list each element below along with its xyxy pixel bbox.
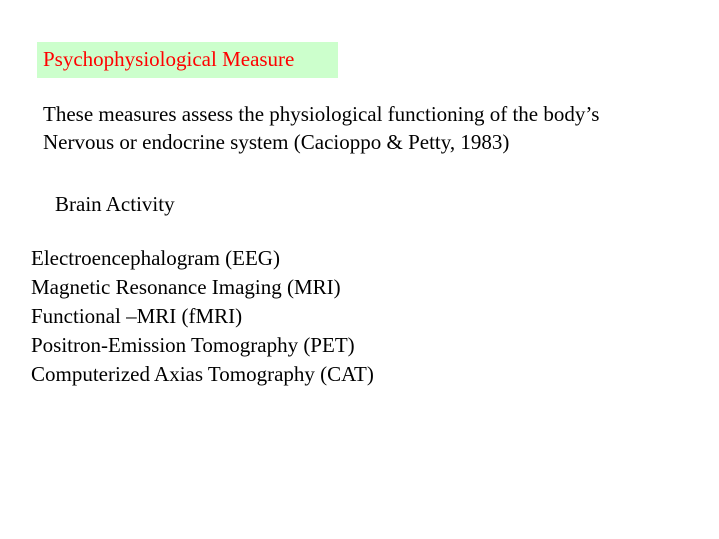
slide-title-box (37, 42, 338, 78)
intro-line: Nervous or endocrine system (Cacioppo & Petty, 1983) (43, 130, 510, 154)
list-item: Electroencephalogram (EEG) (31, 246, 280, 270)
measures-list (31, 244, 374, 389)
intro-line: These measures assess the physiological functioning of the body’s (43, 102, 600, 126)
section-heading-brain-activity: Brain Activity (55, 192, 175, 216)
intro-paragraph (43, 100, 599, 156)
list-item: Functional –MRI (fMRI) (31, 304, 243, 328)
list-item: Positron-Emission Tomography (PET) (31, 333, 355, 357)
list-item: Magnetic Resonance Imaging (MRI) (31, 275, 341, 299)
slide-title: Psychophysiological Measure (43, 47, 295, 71)
list-item: Computerized Axias Tomography (CAT) (31, 362, 374, 386)
